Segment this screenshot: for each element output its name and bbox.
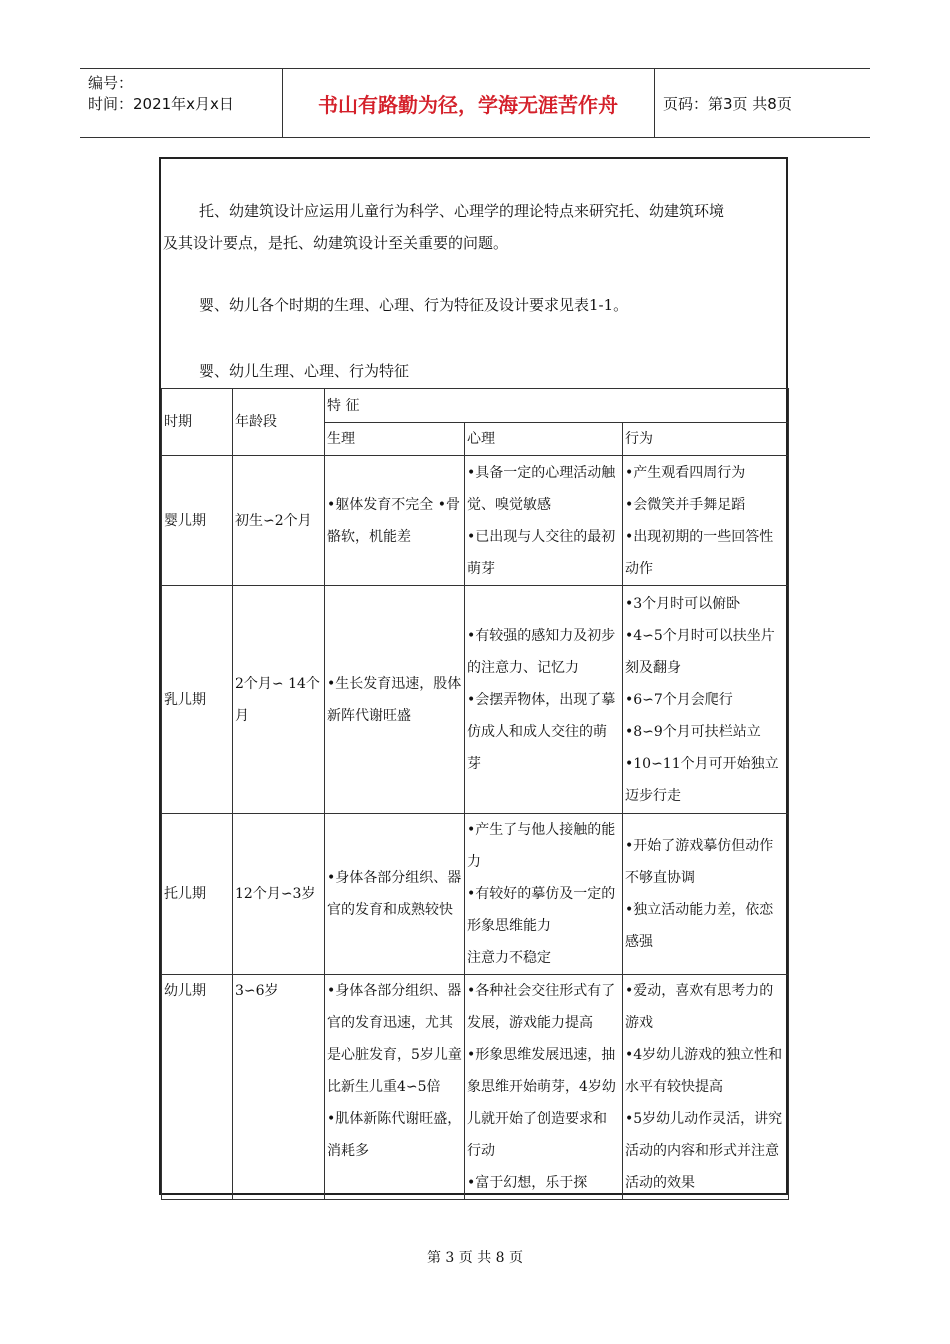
psych-item: •会摆弄物体，出现了摹仿成人和成人交往的萌芽	[467, 691, 616, 772]
behavior-item: •出现初期的一些回答性动作	[625, 528, 774, 577]
header-period: 时期	[162, 389, 233, 456]
header-divider	[654, 69, 655, 137]
row-behavior	[623, 586, 789, 814]
behavior-item: •4岁幼儿游戏的独立性和水平有较快提高	[625, 1047, 783, 1095]
header-motto: 书山有路勤为径，学海无涯苦作舟	[318, 92, 618, 117]
row-physio	[325, 814, 465, 975]
behavior-item: •6∽7个月会爬行	[625, 691, 733, 708]
header-page-label: 页码：第3页 共8页	[663, 94, 792, 113]
psych-item: •富于幻想，乐于探	[467, 1175, 588, 1191]
row-psych	[465, 975, 623, 1200]
header-physio: 生理	[325, 423, 465, 456]
row-physio	[325, 586, 465, 814]
time-label: 时间：2021年x月x日	[88, 95, 234, 113]
behavior-item: •开始了游戏摹仿但动作不够直协调	[625, 838, 774, 886]
row-behavior	[623, 975, 789, 1200]
behavior-item: •8∽9个月可扶栏站立	[625, 723, 761, 740]
row-physio	[325, 975, 465, 1200]
feature-table	[161, 388, 789, 1200]
header-behavior: 行为	[623, 423, 789, 456]
row-age: 3∽6岁	[233, 975, 325, 1200]
table-caption: 婴、幼儿生理、心理、行为特征	[199, 362, 410, 380]
physio-item: •生长发育迅速，股体新阵代谢旺盛	[327, 675, 462, 724]
row-psych	[465, 814, 623, 975]
table-reference: 婴、幼儿各个时期的生理、心理、行为特征及设计要求见表1-1。	[199, 296, 629, 314]
row-psych	[465, 586, 623, 814]
psych-item: 注意力不稳定	[467, 950, 551, 966]
physio-item: •身体各部分组织、器官的发育和成熟较快	[327, 870, 462, 918]
table-row	[162, 975, 789, 1200]
physio-item: •躯体发育不完全 •骨骼软，机能差	[327, 496, 460, 545]
psych-item: •有较好的摹仿及一定的形象思维能力	[467, 886, 616, 934]
physio-item: •肌体新陈代谢旺盛，消耗多	[327, 1111, 462, 1159]
table-row	[162, 814, 789, 975]
row-age: 12个月∽3岁	[233, 814, 325, 975]
row-physio	[325, 456, 465, 586]
intro-paragraph	[161, 195, 787, 259]
behavior-item: •4∽5个月时可以扶坐片刻及翻身	[625, 627, 775, 676]
row-period: 乳儿期	[162, 586, 233, 814]
behavior-item: •5岁幼儿动作灵活，讲究活动的内容和形式并注意活动的效果	[625, 1111, 783, 1191]
behavior-item: •产生观看四周行为	[625, 464, 746, 481]
behavior-item: •爱动，喜欢有思考力的游戏	[625, 983, 774, 1031]
psych-item: •形象思维发展迅速，抽象思维开始萌芽，4岁幼儿就开始了创造要求和行动	[467, 1047, 616, 1159]
intro-line-1: 托、幼建筑设计应运用儿童行为科学、心理学的理论特点来研究托、幼建筑环境	[199, 202, 725, 220]
header-psych: 心理	[465, 423, 623, 456]
row-age: 初生∽2个月	[233, 456, 325, 586]
content-box	[159, 157, 788, 1195]
table-header-row	[162, 389, 789, 423]
header-age: 年龄段	[233, 389, 325, 456]
behavior-item: •独立活动能力差，依恋感强	[625, 902, 774, 950]
row-age: 2个月∽ 14个月	[233, 586, 325, 814]
page-footer: 第 3 页 共 8 页	[426, 1250, 524, 1266]
header-meta	[88, 73, 234, 115]
psych-item: •已出现与人交往的最初萌芽	[467, 528, 616, 577]
table-row	[162, 456, 789, 586]
behavior-item: •会微笑并手舞足蹈	[625, 496, 746, 513]
header-features: 特 征	[325, 389, 789, 423]
page-header	[80, 68, 870, 138]
serial-label: 编号：	[88, 74, 134, 92]
psych-item: •产生了与他人接触的能力	[467, 822, 616, 870]
psych-item: •具备一定的心理活动触觉、嗅觉敏感	[467, 464, 616, 513]
psych-item: •有较强的感知力及初步的注意力、记忆力	[467, 627, 616, 676]
row-period: 婴儿期	[162, 456, 233, 586]
psych-item: •各种社会交往形式有了发展，游戏能力提高	[467, 983, 616, 1031]
row-period: 托儿期	[162, 814, 233, 975]
row-behavior	[623, 814, 789, 975]
row-behavior	[623, 456, 789, 586]
table-row	[162, 586, 789, 814]
physio-item: •身体各部分组织、器官的发育迅速，尤其是心脏发育，5岁儿童比新生儿重4∽5倍	[327, 983, 462, 1095]
behavior-item: •10∽11个月可开始独立迈步行走	[625, 755, 779, 804]
behavior-item: •3个月时可以俯卧	[625, 595, 741, 612]
row-psych	[465, 456, 623, 586]
intro-line-2: 及其设计要点，是托、幼建筑设计至关重要的问题。	[163, 234, 509, 252]
row-period: 幼儿期	[162, 975, 233, 1200]
